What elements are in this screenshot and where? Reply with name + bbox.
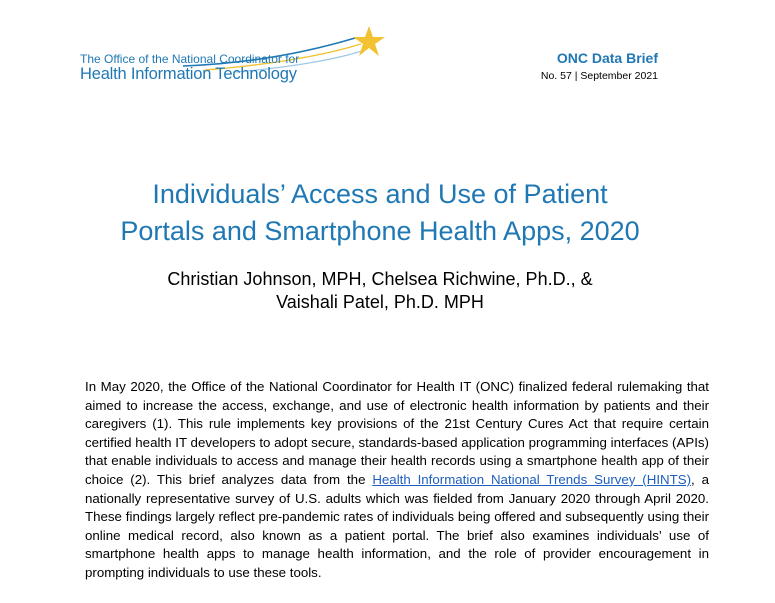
logo-name-line: Health Information Technology — [80, 65, 297, 83]
intro-text-start: In May 2020, the Office of the National Coordinator for Health IT (ONC) finalized federal rulemaking that aimed to increase the access, exchange, and use of electronic health information by patients and their caregivers (1). This rule implements key provisions of the 21st Century Cures Act that require certain certified health IT developers to adopt secure, standards-based application programming interfaces (APIs) that enable individuals to access and manage their health records using a smartphone health app of their choice (2). This brief analyzes data from the — [85, 379, 709, 487]
hints-link[interactable]: Health Information National Trends Survey (HINTS) — [372, 471, 692, 487]
intro-paragraph — [85, 378, 709, 583]
title-line-1: Individuals’ Access and Use of Patient — [152, 179, 608, 209]
logo-org-line: The Office of the National Coordinator for — [80, 52, 300, 66]
title-line-2: Portals and Smartphone Health Apps, 2020 — [120, 216, 640, 246]
brief-title: ONC Data Brief — [556, 50, 658, 66]
brief-header — [541, 50, 658, 82]
authors — [90, 268, 670, 314]
authors-line-2: Vaishali Patel, Ph.D. MPH — [276, 292, 484, 312]
authors-line-1: Christian Johnson, MPH, Chelsea Richwine, Ph.D., & — [167, 269, 593, 289]
onc-logo — [80, 22, 310, 84]
brief-meta: No. 57 | September 2021 — [540, 70, 658, 82]
intro-text-end: , a nationally representative survey of U.S. adults which was fielded from January 2020 through April 2020. These findings largely reflect pre-pandemic rates of individuals being offered and subsequently using their online medical record, also known as a patient portal. The brief also examines individuals’ use of smartphone health apps to manage health information, and the role of provider encouragement in prompting individuals to use these tools. — [85, 471, 709, 580]
document-title — [60, 176, 700, 250]
